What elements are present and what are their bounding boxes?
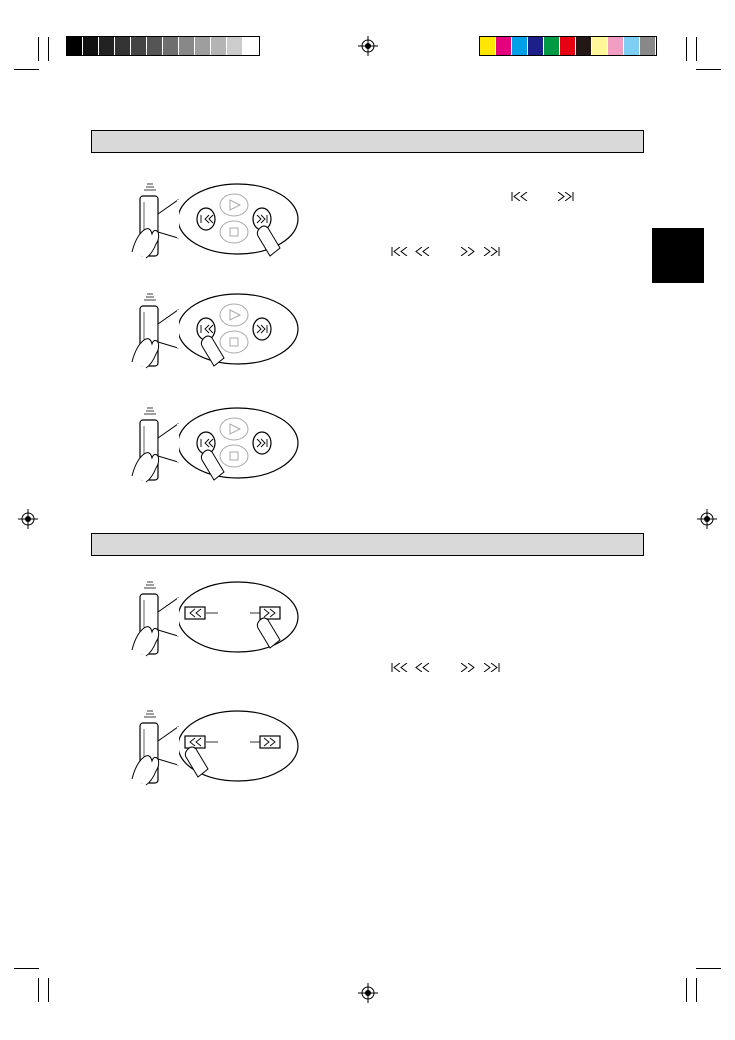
gray-swatch bbox=[131, 37, 147, 55]
gray-scale-bar bbox=[66, 36, 260, 56]
crop-mark bbox=[14, 968, 39, 969]
skip-forward-icon bbox=[482, 247, 500, 256]
color-swatch bbox=[592, 37, 608, 55]
rewind-icon bbox=[415, 247, 431, 256]
gray-swatch bbox=[195, 37, 211, 55]
fast-forward-press-illustration bbox=[110, 576, 300, 666]
registration-mark-icon bbox=[358, 983, 378, 1003]
crop-mark bbox=[14, 69, 39, 70]
remote-control-icon bbox=[132, 582, 159, 656]
fast-forward-icon bbox=[459, 247, 475, 256]
crop-mark bbox=[696, 968, 721, 969]
crop-mark bbox=[686, 978, 687, 1002]
color-swatch bbox=[624, 37, 640, 55]
color-swatch bbox=[576, 37, 592, 55]
stop-button-icon bbox=[220, 445, 248, 467]
stop-button-icon bbox=[220, 331, 248, 353]
rewind-button-icon bbox=[185, 736, 205, 748]
section-header-bar bbox=[91, 130, 644, 153]
skip-forward-button-icon bbox=[253, 432, 271, 454]
registration-mark-icon bbox=[697, 509, 717, 529]
rewind-icon bbox=[415, 663, 431, 672]
skip-forward-icon bbox=[556, 192, 574, 201]
crop-mark bbox=[696, 978, 697, 1002]
remote-control-icon bbox=[132, 711, 159, 785]
language-tab bbox=[652, 228, 704, 283]
skip-forward-button-icon bbox=[253, 318, 271, 340]
crop-mark bbox=[696, 69, 721, 70]
skip-back-button-icon bbox=[197, 208, 215, 230]
color-swatch bbox=[480, 37, 496, 55]
gray-swatch bbox=[115, 37, 131, 55]
fast-forward-icon bbox=[459, 663, 475, 672]
skip-forward-press-illustration bbox=[110, 178, 300, 268]
color-swatch bbox=[496, 37, 512, 55]
skip-back-press-illustration bbox=[110, 288, 300, 378]
color-swatch bbox=[608, 37, 624, 55]
gray-swatch bbox=[147, 37, 163, 55]
skip-forward-icon bbox=[482, 663, 500, 672]
play-button-icon bbox=[220, 194, 248, 216]
color-swatch bbox=[544, 37, 560, 55]
skip-back-icon bbox=[511, 192, 529, 201]
rewind-button-icon bbox=[185, 607, 205, 619]
fast-forward-button-icon bbox=[260, 736, 280, 748]
crop-mark bbox=[696, 37, 697, 61]
gray-swatch bbox=[211, 37, 227, 55]
crop-mark bbox=[38, 978, 39, 1002]
gray-swatch bbox=[67, 37, 83, 55]
crop-mark bbox=[48, 978, 49, 1002]
crop-mark bbox=[38, 37, 39, 61]
skip-back-hold-illustration bbox=[110, 402, 300, 492]
section-header-bar bbox=[91, 533, 644, 556]
skip-back-icon bbox=[391, 247, 409, 256]
remote-control-icon bbox=[132, 294, 159, 368]
remote-control-icon bbox=[132, 408, 159, 482]
color-swatch bbox=[640, 37, 656, 55]
gray-swatch bbox=[163, 37, 179, 55]
crop-mark bbox=[686, 37, 687, 61]
gray-swatch bbox=[83, 37, 99, 55]
skip-back-icon bbox=[391, 663, 409, 672]
remote-control-icon bbox=[132, 184, 159, 258]
color-swatch bbox=[560, 37, 576, 55]
color-swatch bbox=[528, 37, 544, 55]
gray-swatch bbox=[99, 37, 115, 55]
play-button-icon bbox=[220, 418, 248, 440]
registration-mark-icon bbox=[18, 509, 38, 529]
gray-swatch bbox=[227, 37, 243, 55]
color-swatch bbox=[512, 37, 528, 55]
rewind-press-illustration bbox=[110, 705, 300, 795]
stop-button-icon bbox=[220, 221, 248, 243]
crop-mark bbox=[48, 37, 49, 61]
play-button-icon bbox=[220, 304, 248, 326]
registration-mark-icon bbox=[358, 36, 378, 56]
color-bar bbox=[479, 36, 657, 56]
gray-swatch bbox=[179, 37, 195, 55]
gray-swatch bbox=[243, 37, 259, 55]
fast-forward-button-icon bbox=[260, 607, 280, 619]
